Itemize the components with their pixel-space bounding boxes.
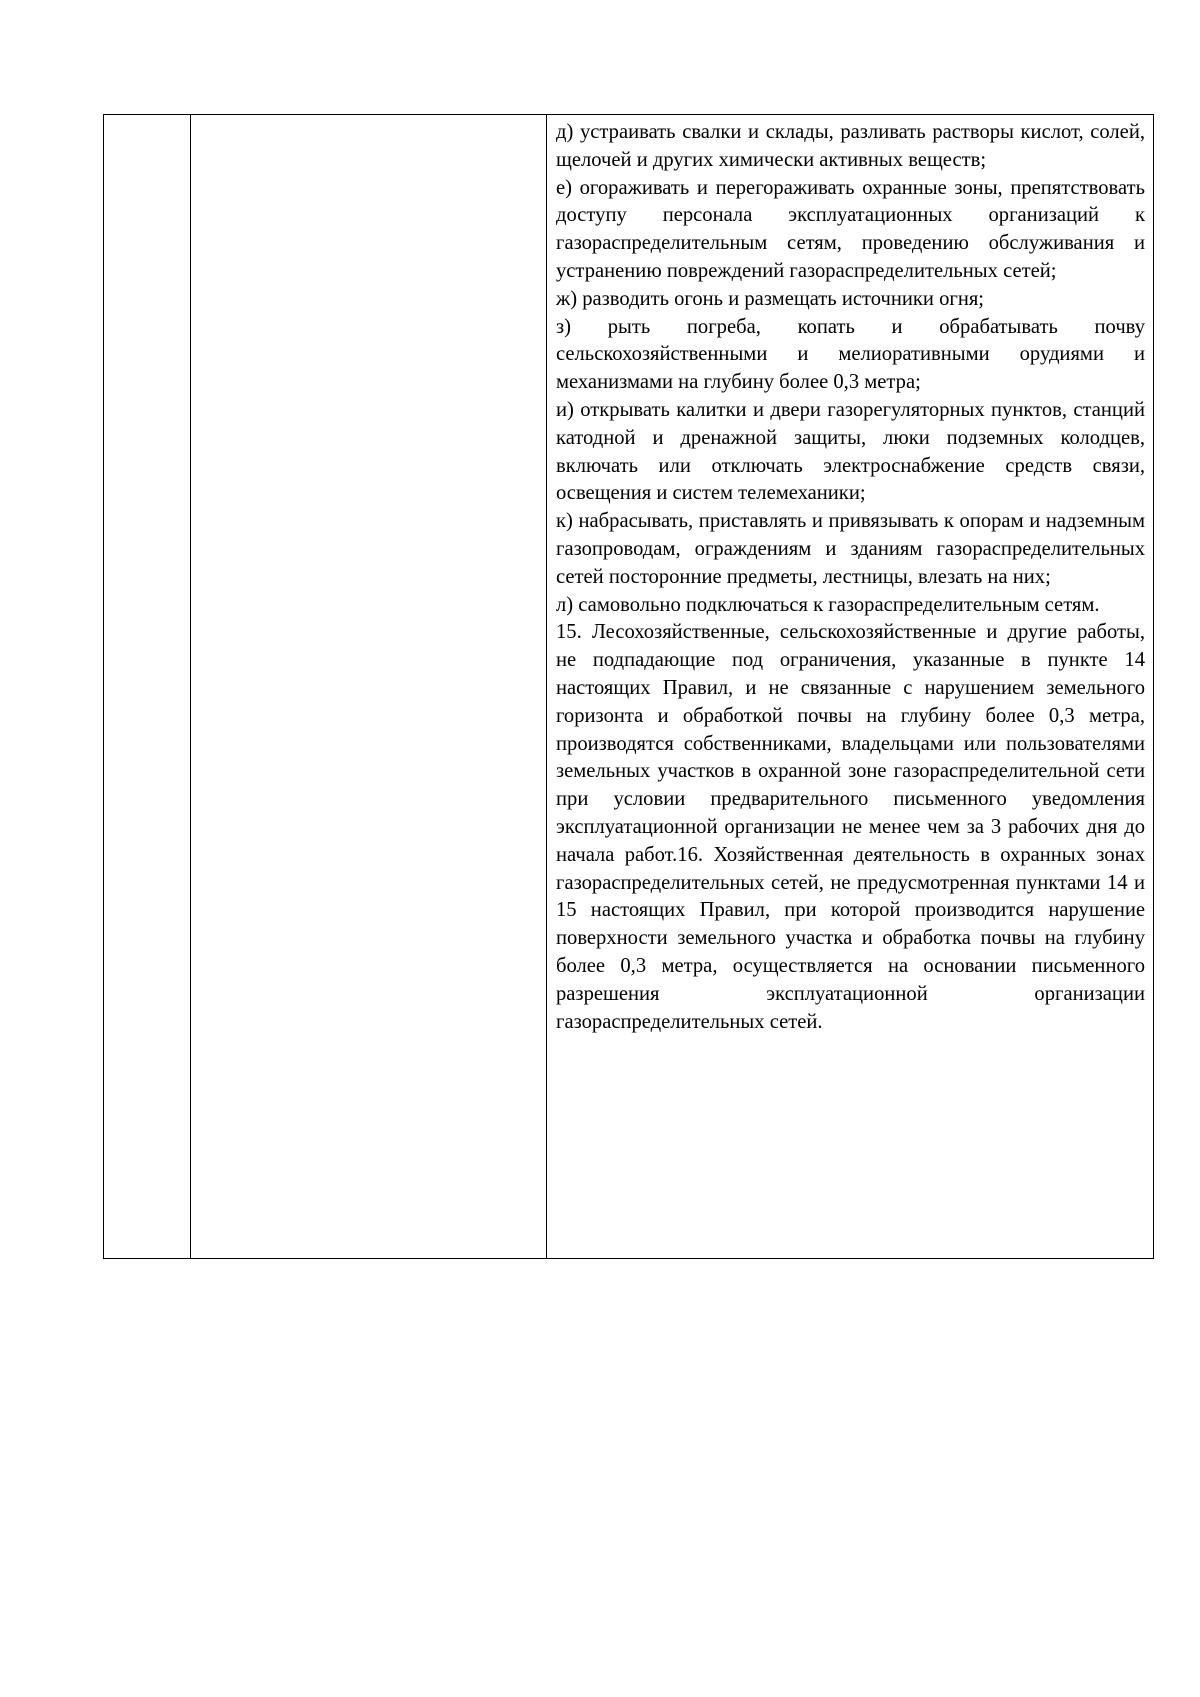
paragraph-e: е) огораживать и перегораживать охранные зоны, препятствовать доступу персонала эксплуатационных организаций к газораспределительным сетям, проведению обслуживания и устранению повреждений газораспределительных сетей; bbox=[556, 176, 1145, 282]
requirements-text bbox=[547, 115, 1153, 1036]
table-cell-object bbox=[191, 115, 547, 1259]
paragraph-d: д) устраивать свалки и склады, разливать растворы кислот, солей, щелочей и других химически активных веществ; bbox=[556, 121, 1145, 171]
table-row bbox=[104, 115, 1154, 1259]
table-cell-number bbox=[104, 115, 191, 1259]
table-cell-requirements bbox=[547, 115, 1154, 1259]
document-table bbox=[103, 114, 1154, 1259]
paragraph-k: к) набрасывать, приставлять и привязывать к опорам и надземным газопроводам, ограждениям и зданиям газораспределительных сетей посторонние предметы, лестницы, влезать на них; bbox=[556, 510, 1145, 588]
paragraph-l: л) самовольно подключаться к газораспределительным сетям. bbox=[556, 593, 1100, 616]
paragraph-i: и) открывать калитки и двери газорегуляторных пунктов, станций катодной и дренажной защиты, люки подземных колодцев, включать или отключать электроснабжение средств связи, освещения и систем телемеханики; bbox=[556, 398, 1145, 505]
paragraph-z: з) рыть погреба, копать и обрабатывать почву сельскохозяйственными и мелиоративными орудиями и механизмами на глубину более 0,3 метра; bbox=[556, 315, 1145, 394]
paragraph-zh: ж) разводить огонь и размещать источники огня; bbox=[556, 287, 985, 310]
paragraph-15-16: 15. Лесохозяйственные, сельскохозяйственные и другие работы, не подпадающие под ограничения, указанные в пункте 14 настоящих Правил, и не связанные с нарушением земельного горизонта и обработкой почвы на глубину более 0,3 метра, производятся собственниками, владельцами или пользователями земельных участков в охранной зоне газораспределительной сети при условии предварительного письменного уведомления эксплуатационной организации не менее чем за 3 рабочих дня до начала работ.16. Хозяйственная деятельность в охранных зонах газораспределительных сетей, не предусмотренная пунктами 14 и 15 настоящих Правил, при которой производится нарушение поверхности земельного участка и обработка почвы на глубину более 0,3 метра, осуществляется на основании письменного разрешения эксплуатационной организации газораспределительных сетей. bbox=[556, 621, 1145, 1033]
